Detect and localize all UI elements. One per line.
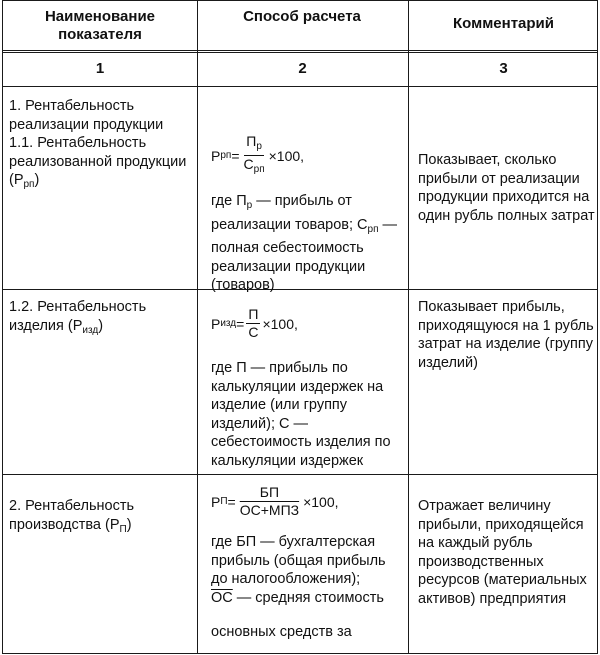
- row1-fraction: $\frac{П_р}{С_{рп}}$: [243, 133, 265, 175]
- column-divider: [197, 1, 198, 653]
- row3-explanation-tail: основных средств за: [211, 624, 352, 640]
- row3-fraction: $\frac{БП}{\text{ОС+МПЗ}}$: [239, 484, 300, 518]
- header-method: Способ расчета: [243, 8, 361, 25]
- row-divider: [3, 474, 597, 475]
- column-number-1: 1: [95, 60, 105, 77]
- row2-comment: Показывает прибыль, приходящуюся на 1 рубль затрат на изделие (группу изделий): [418, 299, 594, 371]
- row3-formula: Р П = $\frac{БП}{\text{ОС+МПЗ}}$ ×100,: [211, 484, 339, 518]
- header-name: Наименование показателя: [44, 8, 156, 43]
- row1-comment: Показывает, сколько прибыли от реализации продукции приходится на один рубль полных затрат: [418, 152, 595, 224]
- row2-explanation: где П — прибыль по калькуляции издержек на изделие (или группу изделий); С — себестоимость изделия по калькуляции издержек: [211, 360, 391, 469]
- row2-fraction: $\frac{П}{С}$: [248, 306, 259, 340]
- row1-explanation: где $П_р$ — прибыль от реализации товаров; $С_{рп}$ — полная себестоимость реализации продукции (товаров): [211, 193, 398, 293]
- column-number-2: 2: [298, 60, 307, 77]
- row3-comment: Отражает величину прибыли, приходящейся на каждый рубль производственных ресурсов (материальных активов) предприятия: [418, 498, 587, 607]
- header-divider: [3, 50, 597, 53]
- row3-name: 2. Рентабельность производства $(Р_П)$: [9, 498, 135, 535]
- row1-title: 1. Рентабельность реализации продукции: [9, 98, 164, 133]
- row1-subtitle: 1.1. Рентабельность реализованной продукции $(Р_{рп})$: [9, 135, 187, 190]
- row-divider: [3, 86, 597, 87]
- column-divider: [408, 1, 409, 653]
- row2-name: 1.2. Рентабельность изделия $(Р_{изд})$: [9, 299, 147, 336]
- column-number-3: 3: [499, 60, 508, 77]
- row3-explanation: где БП — бухгалтерская прибыль (общая прибыль до налогообложения); ОС — средняя стоимость: [211, 534, 386, 606]
- row2-formula: Р изд = $\frac{П}{С}$ ×100,: [211, 306, 298, 340]
- row1-name: [9, 97, 191, 195]
- indicator-table: [2, 0, 598, 654]
- row1-formula: Р рп = $\frac{П_р}{С_{рп}}$ ×100,: [211, 133, 305, 175]
- header-comment: Комментарий: [452, 15, 554, 32]
